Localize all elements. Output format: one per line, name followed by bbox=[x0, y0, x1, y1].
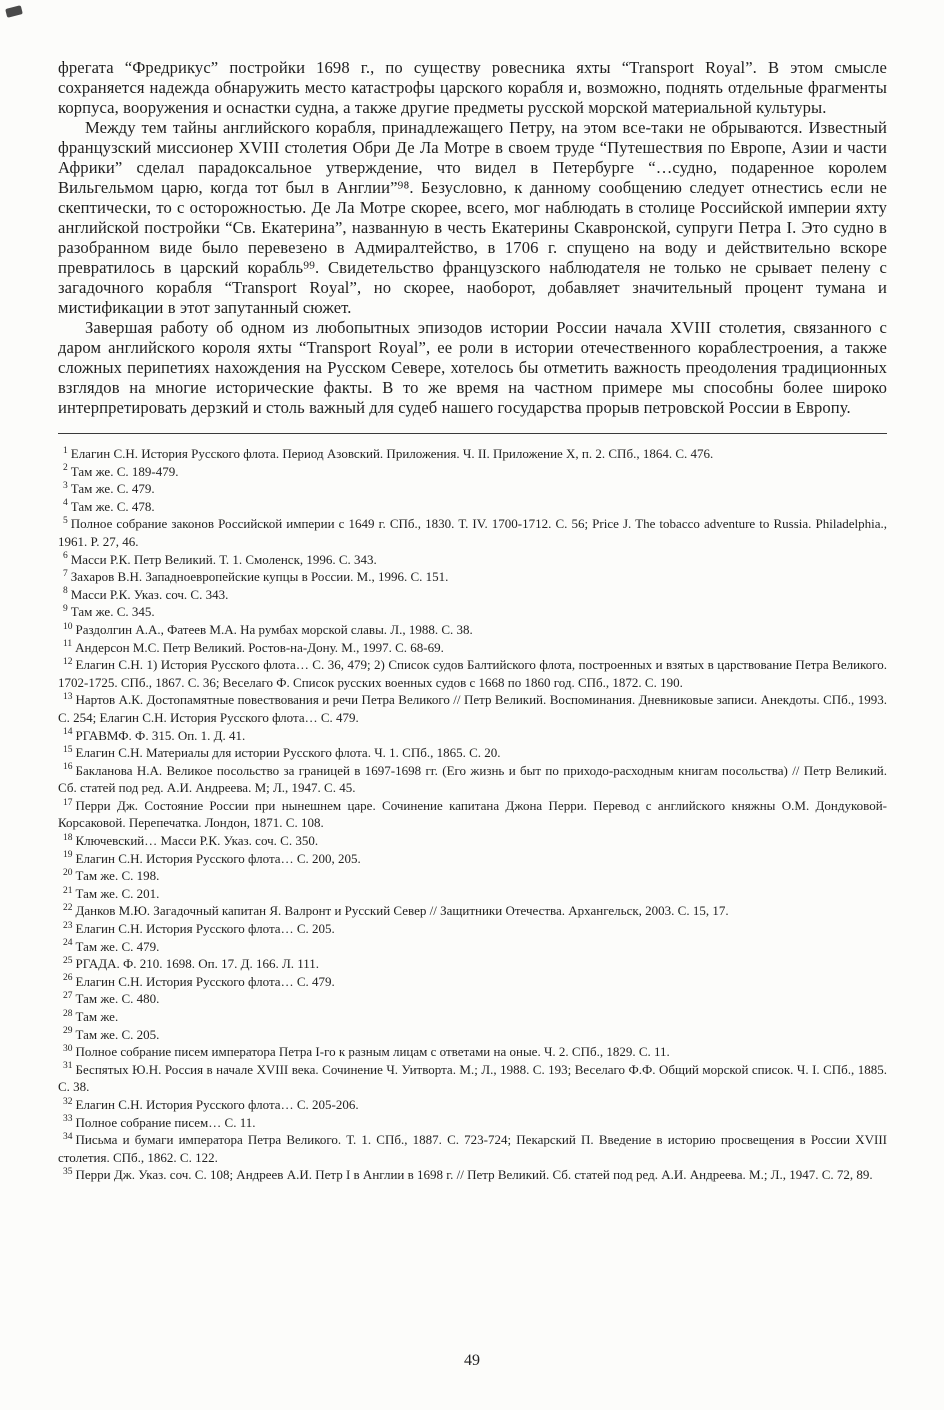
footnote-text: Ключевский… Масси Р.К. Указ. соч. С. 350. bbox=[75, 833, 319, 849]
footnote-text: Там же. С. 479. bbox=[75, 938, 160, 954]
footnote bbox=[58, 727, 887, 745]
footnote-text: Андерсон М.С. Петр Великий. Ростов-на-Дону. М., 1997. С. 68-69. bbox=[75, 639, 444, 655]
footnote bbox=[58, 990, 887, 1008]
footnote-number: 11 bbox=[63, 639, 73, 650]
footnote-number: 15 bbox=[63, 744, 73, 755]
scan-artifact bbox=[5, 5, 23, 18]
footnote-text: Там же. С. 480. bbox=[75, 991, 160, 1007]
footnote-text: РГАДА. Ф. 210. 1698. Оп. 17. Д. 166. Л. 111. bbox=[75, 956, 320, 972]
footnote-text: Елагин С.Н. История Русского флота… С. 205-206. bbox=[75, 1096, 359, 1112]
footnote-number: 5 bbox=[63, 516, 68, 527]
footnote-number: 20 bbox=[63, 867, 73, 878]
footnote bbox=[58, 762, 887, 797]
body-text bbox=[58, 58, 887, 418]
footnote-number: 28 bbox=[63, 1008, 73, 1019]
footnote-text: Перри Дж. Указ. соч. С. 108; Андреев А.И. Петр I в Англии в 1698 г. // Петр Великий. Сб. статей под ред. А.И. Андреева. М.; Л., 1947. С. 72, 89. bbox=[75, 1167, 873, 1183]
footnote-number: 7 bbox=[63, 568, 68, 579]
footnote-text: Там же. С. 198. bbox=[75, 868, 160, 884]
page-number: 49 bbox=[464, 1352, 480, 1369]
footnote-text: Масси Р.К. Петр Великий. Т. 1. Смоленск, 1996. С. 343. bbox=[70, 551, 377, 567]
footnote-text: Елагин С.Н. История Русского флота… С. 200, 205. bbox=[75, 850, 361, 866]
paragraph: фрегата “Фредрикус” постройки 1698 г., по существу ровесника яхты “Transport Royal”. В этом смысле сохраняется надежда обнаружить место катастрофы царского корабля и, возможно, поднять отдельные фрагменты корпуса, вооружения и оснастки судна, а также другие предметы русской морской материальной культуры. bbox=[58, 58, 887, 117]
footnote-number: 30 bbox=[63, 1043, 73, 1054]
footnote bbox=[58, 938, 887, 956]
footnote-number: 35 bbox=[63, 1167, 73, 1178]
footnote-text: Там же. С. 345. bbox=[70, 604, 155, 620]
footnote-text: Беспятых Ю.Н. Россия в начале XVIII века. Сочинение Ч. Уитворта. М.; Л., 1988. С. 193; Веселаго Ф.Ф. Общий морской список. Ч. I. СПб., 1885. С. 38. bbox=[58, 1061, 887, 1095]
footnote-number: 18 bbox=[63, 832, 73, 843]
footnote-number: 27 bbox=[63, 991, 73, 1002]
footnote-text: Там же. bbox=[75, 1009, 119, 1024]
footnote bbox=[58, 463, 887, 481]
footnote-text: Нартов А.К. Достопамятные повествования и речи Петра Великого // Петр Великий. Воспоминания. Дневниковые записи. Анекдоты. СПб., 1993. С. 254; Елагин С.Н. История Русского флота… С. 479. bbox=[58, 692, 887, 725]
footnote-text: РГАВМФ. Ф. 315. Оп. 1. Д. 41. bbox=[75, 727, 246, 743]
footnote-text: Там же. С. 189-479. bbox=[70, 463, 179, 479]
footnote-text: Масси Р.К. Указ. соч. С. 343. bbox=[70, 586, 229, 602]
footnote bbox=[58, 1026, 887, 1044]
footnote-text: Захаров В.Н. Западноевропейские купцы в России. М., 1996. С. 151. bbox=[70, 569, 449, 585]
paragraph: Завершая работу об одном из любопытных эпизодов истории России начала XVIII столетия, связанного с даром английского короля яхты “Transport Royal”, ее роли в истории отечественного кораблестроения, а также сложных перипетиях нахождения на Русском Севере, хотелось бы отметить важность преодоления традиционных взглядов на многие исторические факты. В то же время на частном примере мы способны более широко интерпретировать дерзкий и столь важный для судеб нашего государства прорыв петровской России в Европу. bbox=[58, 318, 887, 417]
footnote-text: Письма и бумаги императора Петра Великого. Т. 1. СПб., 1887. С. 723-724; Пекарский П. Введение в историю просвещения в России XVIII столетия. СПб., 1862. С. 122. bbox=[58, 1132, 887, 1165]
footnote bbox=[58, 1131, 887, 1166]
footnote bbox=[58, 656, 887, 691]
footnote bbox=[58, 639, 887, 657]
footnote bbox=[58, 1008, 887, 1026]
footnote-text: Елагин С.Н. История Русского флота… С. 205. bbox=[75, 921, 335, 937]
footnote bbox=[58, 1043, 887, 1061]
footnote bbox=[58, 515, 887, 550]
footnote bbox=[58, 551, 887, 569]
footnote bbox=[58, 744, 887, 762]
footnote-number: 8 bbox=[63, 586, 68, 597]
footnote bbox=[58, 885, 887, 903]
footnote-number: 12 bbox=[63, 656, 73, 667]
footnote bbox=[58, 445, 887, 463]
footnote-text: Бакланова Н.А. Великое посольство за границей в 1697-1698 гг. (Его жизнь и быт по приходо-расходным книгам посольства) // Петр Великий. Сб. статей под ред. А.И. Андреева. М; Л., 1947. С. 45. bbox=[58, 762, 887, 796]
footnote bbox=[58, 621, 887, 639]
footnote-text: Данков М.Ю. Загадочный капитан Я. Валронт и Русский Север // Защитники Отечества. Архангельск, 2003. С. 15, 17. bbox=[75, 903, 729, 919]
footnote-number: 19 bbox=[63, 850, 73, 861]
footnote bbox=[58, 498, 887, 516]
footnote-number: 32 bbox=[63, 1096, 73, 1107]
footnote bbox=[58, 832, 887, 850]
footnote bbox=[58, 603, 887, 621]
footnote-number: 29 bbox=[63, 1026, 73, 1037]
footnote bbox=[58, 797, 887, 832]
footnote-number: 2 bbox=[63, 463, 68, 474]
footnote-text: Полное собрание писем императора Петра I-го к разным лицам с ответами на оные. Ч. 2. СПб., 1829. С. 11. bbox=[75, 1044, 670, 1060]
footnote-number: 10 bbox=[63, 621, 73, 632]
footnote-number: 26 bbox=[63, 973, 73, 984]
footnote bbox=[58, 480, 887, 498]
footnote-number: 16 bbox=[63, 762, 73, 773]
footnote-number: 14 bbox=[63, 727, 73, 738]
footnote-number: 13 bbox=[63, 691, 73, 702]
footnote-number: 6 bbox=[63, 551, 68, 562]
footnote bbox=[58, 973, 887, 991]
footnote bbox=[58, 920, 887, 938]
footnote-number: 33 bbox=[63, 1114, 73, 1125]
footnote-number: 17 bbox=[63, 797, 73, 808]
footnote-text: Там же. С. 201. bbox=[75, 885, 160, 901]
footnote-text: Елагин С.Н. 1) История Русского флота… С. 36, 479; 2) Список судов Балтийского флота, построенных и взятых в царствование Петра Великого. 1702-1725. СПб., 1867. С. 36; Веселаго Ф. Список русских военных судов с 1668 по 1860 год. СПб., 1872. С. 190. bbox=[58, 657, 887, 690]
footnote bbox=[58, 1096, 887, 1114]
footnote-text: Елагин С.Н. История Русского флота. Период Азовский. Приложения. Ч. II. Приложение X, п. 2. СПб., 1864. С. 476. bbox=[70, 446, 714, 461]
footnote-number: 3 bbox=[63, 480, 68, 491]
footnote bbox=[58, 1166, 887, 1184]
footnote-text: Елагин С.Н. Материалы для истории Русского флота. Ч. 1. СПб., 1865. С. 20. bbox=[75, 745, 501, 761]
footnote bbox=[58, 867, 887, 885]
footnote-text: Полное собрание законов Российской империи с 1649 г. СПб., 1830. Т. IV. 1700-1712. С. 56; Price J. The tobacco adventure to Russia. Philadelphia., 1961. P. 27, 46. bbox=[58, 516, 887, 549]
footnote bbox=[58, 568, 887, 586]
footnote-text: Перри Дж. Состояние России при нынешнем царе. Сочинение капитана Джона Перри. Перевод с английского княжны О.М. Дондуковой-Корсаковой. Перепечатка. Лондон, 1871. С. 108. bbox=[58, 797, 887, 831]
footnote bbox=[58, 586, 887, 604]
footnote bbox=[58, 1114, 887, 1132]
footnote-number: 4 bbox=[63, 498, 68, 509]
footnote bbox=[58, 850, 887, 868]
footnote-text: Там же. С. 478. bbox=[70, 498, 155, 514]
footnote-text: Там же. С. 205. bbox=[75, 1026, 160, 1042]
footnote-number: 22 bbox=[63, 903, 73, 914]
paragraph: Между тем тайны английского корабля, принадлежащего Петру, на этом все-таки не обрываются. Известный французский миссионер XVIII столетия Обри Де Ла Мотре в своем труде “Путешествия по Европе, Азии и части Африки” сделал парадоксальное утверждение, что видел в Петербурге “…судно, подаренное королем Вильгельмом царю, когда тот был в Англии”⁹⁸. Безусловно, к данному сообщению следует отнестись если не скептически, то с осторожностью. Де Ла Мотре скорее, всего, мог наблюдать в столице Российской империи яхту английской постройки “Св. Екатерина”, названную в честь Екатерины Скавронской, супруги Петра I. Это судно в разобранном виде было перевезено в Адмиралтейство, в 1706 г. спущено на воду и действительно вскоре превратилось в царский корабль⁹⁹. Свидетельство французского наблюдателя не только не срывает пелену с загадочного корабля “Transport Royal”, но скорее, наоборот, добавляет значительный процент тумана и мистификации в этот запутанный сюжет. bbox=[58, 118, 887, 317]
footnote-text: Елагин С.Н. История Русского флота… С. 479. bbox=[75, 973, 335, 989]
footnote-number: 1 bbox=[63, 445, 68, 456]
footnote bbox=[58, 1061, 887, 1096]
footnote bbox=[58, 955, 887, 973]
footnote-number: 24 bbox=[63, 938, 73, 949]
footnotes bbox=[58, 445, 887, 1184]
footnote-number: 23 bbox=[63, 920, 73, 931]
footnote bbox=[58, 902, 887, 920]
footnote-text: Там же. С. 479. bbox=[70, 481, 155, 497]
footnote bbox=[58, 691, 887, 726]
footnote-number: 21 bbox=[63, 885, 73, 896]
footnote-number: 34 bbox=[63, 1131, 73, 1142]
footnote-number: 31 bbox=[63, 1061, 73, 1072]
footnote-number: 25 bbox=[63, 955, 73, 966]
footnote-text: Полное собрание писем… С. 11. bbox=[75, 1114, 256, 1130]
footnote-number: 9 bbox=[63, 604, 68, 615]
footnote-separator bbox=[58, 433, 887, 434]
footnote-text: Раздолгин А.А., Фатеев М.А. На румбах морской славы. Л., 1988. С. 38. bbox=[75, 621, 473, 637]
